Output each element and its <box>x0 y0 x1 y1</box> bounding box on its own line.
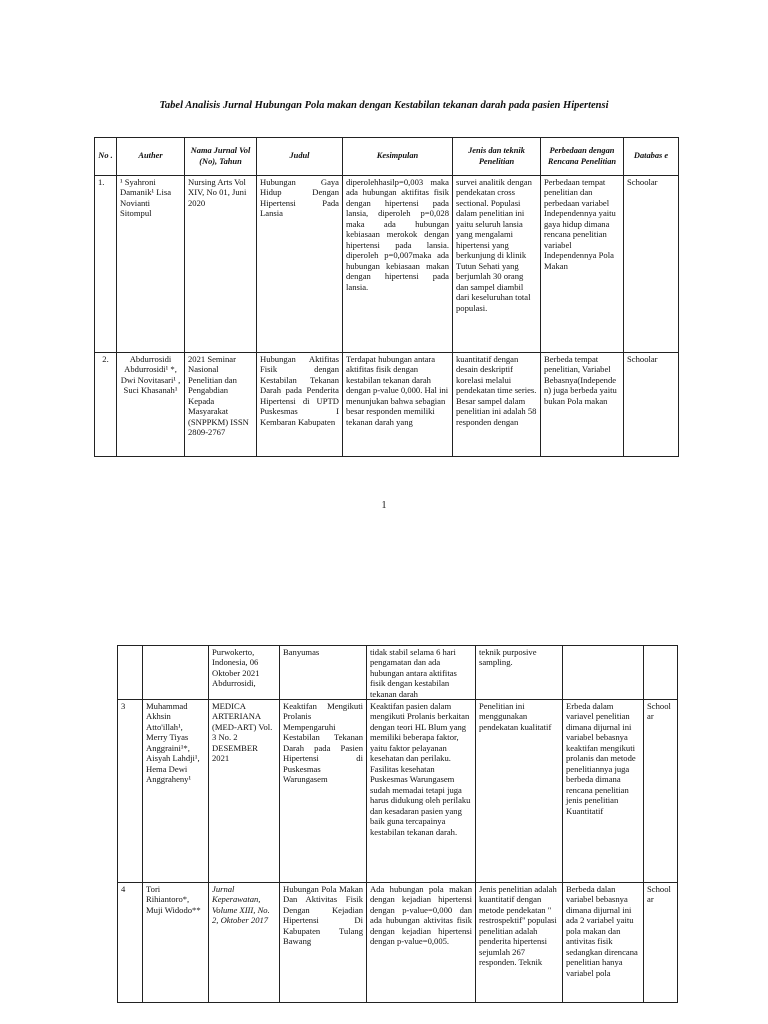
cell-text: Berbeda dalan variabel bebasnya dimana dijurnal ini ada 2 variabel yaitu pola makan dan antivitas fisik sedangkan direncana penelitian hanya variabel pola <box>566 884 638 978</box>
cell-text: tidak stabil selama 6 hari pengamatan dan ada hubungan antara aktifitas fisik dengan kestabilan tekanan darah <box>370 647 457 698</box>
table-header-row <box>95 138 679 176</box>
cell-author: Muhammad Akhsin Atto'illah¹, Merry Tiyas Anggraini¹*, Aisyah Lahdji¹, Hema Dewi Anggraheny¹ <box>143 700 209 883</box>
cell-author: Tori Rihiantoro*, Muji Widodo** <box>143 883 209 1003</box>
header-database: Databas e <box>624 138 679 176</box>
header-difference: Perbedaan dengan Rencana Penelitian <box>541 138 624 176</box>
cell-text: Purwokerto, Indonesia, 06 Oktober 2021 Abdurrosidi, <box>212 647 260 689</box>
cell-no: 4 <box>118 883 143 1003</box>
cell-method: Penelitian ini menggunakan pendekatan kualitatif <box>476 700 563 883</box>
cell-database: Schoolar <box>644 700 678 883</box>
cell-text: teknik purposive sampling. <box>479 647 537 668</box>
cell-text: 2. <box>102 354 109 364</box>
cell-method <box>453 353 541 457</box>
analysis-table-page1 <box>94 137 679 457</box>
table-row <box>118 646 678 700</box>
cell-title <box>257 353 343 457</box>
cell-title <box>280 646 367 700</box>
cell-text: Terdapat hubungan antara aktifitas fisik dengan kestabilan tekanan darah dengan p-value 0,000. Hal ini menunjukan bahwa sebagian besar responden memiliki tekanan darah yang <box>346 354 449 427</box>
header-no: No . <box>95 138 117 176</box>
cell-no <box>118 646 143 700</box>
cell-text: Abdurrosidi Abdurrosidi¹ *, Dwi Novitasari¹ , Suci Khasanah¹ <box>120 354 181 396</box>
header-method: Jenis dan teknik Penelitian <box>453 138 541 176</box>
cell-difference <box>563 883 644 1003</box>
table-title: Tabel Analisis Jurnal Hubungan Pola makan dengan Kestabilan tekanan darah pada pasien Hipertensi <box>159 100 609 111</box>
header-author: Auther <box>117 138 185 176</box>
cell-text: Jenis penelitian adalah kuantitatif dengan metode pendekatan " restrospektif" populasi penelitian adalah penderita hipertensi sejumlah 267 responden. Teknik <box>479 884 557 968</box>
cell-conclusion <box>343 353 453 457</box>
cell-conclusion <box>367 883 476 1003</box>
cell-journal: Nursing Arts Vol XIV, No 01, Juni 2020 <box>185 176 257 353</box>
cell-text: Berbeda tempat penelitian, Variabel Bebasnya(Independen) juga berbeda yaitu bukan Pola makan <box>544 354 617 406</box>
cell-text: kuantitatif dengan desain deskriptif korelasi melalui pendekatan time series. Besar sampel dalam penelitian ini adalah 58 responden dengan <box>456 354 537 427</box>
cell-no: 1. <box>95 176 117 353</box>
cell-conclusion <box>367 646 476 700</box>
header-conclusion: Kesimpulan <box>343 138 453 176</box>
cell-conclusion: Keaktifan pasien dalam mengikuti Prolanis berkaitan dengan teori HL Blum yang memiliki beberapa faktor, yaitu faktor pelayanan kesehatan dan perilaku. Fasilitas kesehatan Puskesmas Warungasem sudah memadai tetapi juga harus didukung oleh perilaku dan kesadaran pasien yang baik guna tercapainya kestabilan tekanan darah. <box>367 700 476 883</box>
cell-conclusion: diperolehhasilp=0,003 maka ada hubungan aktifitas fisik dengan hipertensi pada lansia, diperoleh p=0,028 maka ada hubungan kebiasaan merokok dengan hipertensi pada lansia. diperoleh p=0,007maka ada hubungan kebiasaan makan dengan hipertensi pada lansia. <box>343 176 453 353</box>
cell-method <box>476 646 563 700</box>
table-row <box>118 700 678 883</box>
cell-database <box>644 883 678 1003</box>
cell-database <box>644 646 678 700</box>
cell-method: survei analitik dengan pendekatan cross sectional. Populasi dalam penelitian ini yaitu seluruh lansia yang mengalami hipertensi yang berkunjung di klinik Tutun Sehati yang berjumlah 30 orang dan sampel diambil dari keseluruhan total populasi. <box>453 176 541 353</box>
cell-journal <box>185 353 257 457</box>
cell-text: 2021 Seminar Nasional Penelitian dan Pengabdian Kepada Masyarakat (SNPPKM) ISSN 2809-2767 <box>188 354 249 438</box>
cell-author: ¹ Syahroni Damanik¹ Lisa Novianti Sitompul <box>117 176 185 353</box>
cell-text: Jurnal Keperawatan, Volume XIII, No. 2, Oktober 2017 <box>212 884 270 926</box>
cell-no: 3 <box>118 700 143 883</box>
table-row <box>95 353 679 457</box>
table-row <box>95 176 679 353</box>
cell-database <box>624 353 679 457</box>
cell-difference: Perbedaan tempat penelitian dan perbedaan variabel Independennya yaitu gaya hidup dimana rencana penelitian variabel Independennya Pola Makan <box>541 176 624 353</box>
cell-database: Schoolar <box>624 176 679 353</box>
cell-title: Hubungan Gaya Hidup Dengan Hipertensi Pada Lansia <box>257 176 343 353</box>
cell-title: Keaktifan Mengikuti Prolanis Mempengaruhi Kestabilan Tekanan Darah pada Pasien Hipertensi di Puskesmas Warungasem <box>280 700 367 883</box>
table-row <box>118 883 678 1003</box>
cell-no <box>95 353 117 457</box>
cell-text: Ada hubungan pola makan dengan kejadian hipertensi dengan p-value=0,000 dan ada hubungan aktivitas fisik dengan kejadian hipertensi dengan p-value=0,005. <box>370 884 472 947</box>
cell-journal <box>209 646 280 700</box>
cell-text: Hubungan Pola Makan Dan Aktivitas Fisik Dengan Kejadian Hipertensi Di Kabupaten Tulang Bawang <box>283 884 363 947</box>
cell-difference <box>563 646 644 700</box>
cell-difference <box>541 353 624 457</box>
cell-title <box>280 883 367 1003</box>
cell-text: Hubungan Aktifitas Fisik dengan Kestabilan Tekanan Darah pada Penderita Hipertensi di UPTD Puskesmas I Kembaran Kabupaten <box>260 354 339 427</box>
cell-method <box>476 883 563 1003</box>
cell-difference: Erbeda dalam variavel penelitian dimana dijurnal ini variabel bebasnya keaktifan mengikuti prolanis dan metode penelitiannya juga berbeda dimana rencana penelitian jenis penelitian Kuantitatif <box>563 700 644 883</box>
page-number: 1 <box>381 500 387 511</box>
cell-author <box>143 646 209 700</box>
cell-text: Banyumas <box>283 647 320 657</box>
cell-journal <box>209 883 280 1003</box>
header-journal: Nama Jurnal Vol (No), Tahun <box>185 138 257 176</box>
cell-author <box>117 353 185 457</box>
cell-text: Schoolar <box>647 884 671 905</box>
cell-text: Schoolar <box>627 354 658 364</box>
header-title: Judul <box>257 138 343 176</box>
cell-journal: MEDICA ARTERIANA (MED-ART) Vol. 3 No. 2 DESEMBER 2021 <box>209 700 280 883</box>
analysis-table-page2 <box>117 645 678 1003</box>
